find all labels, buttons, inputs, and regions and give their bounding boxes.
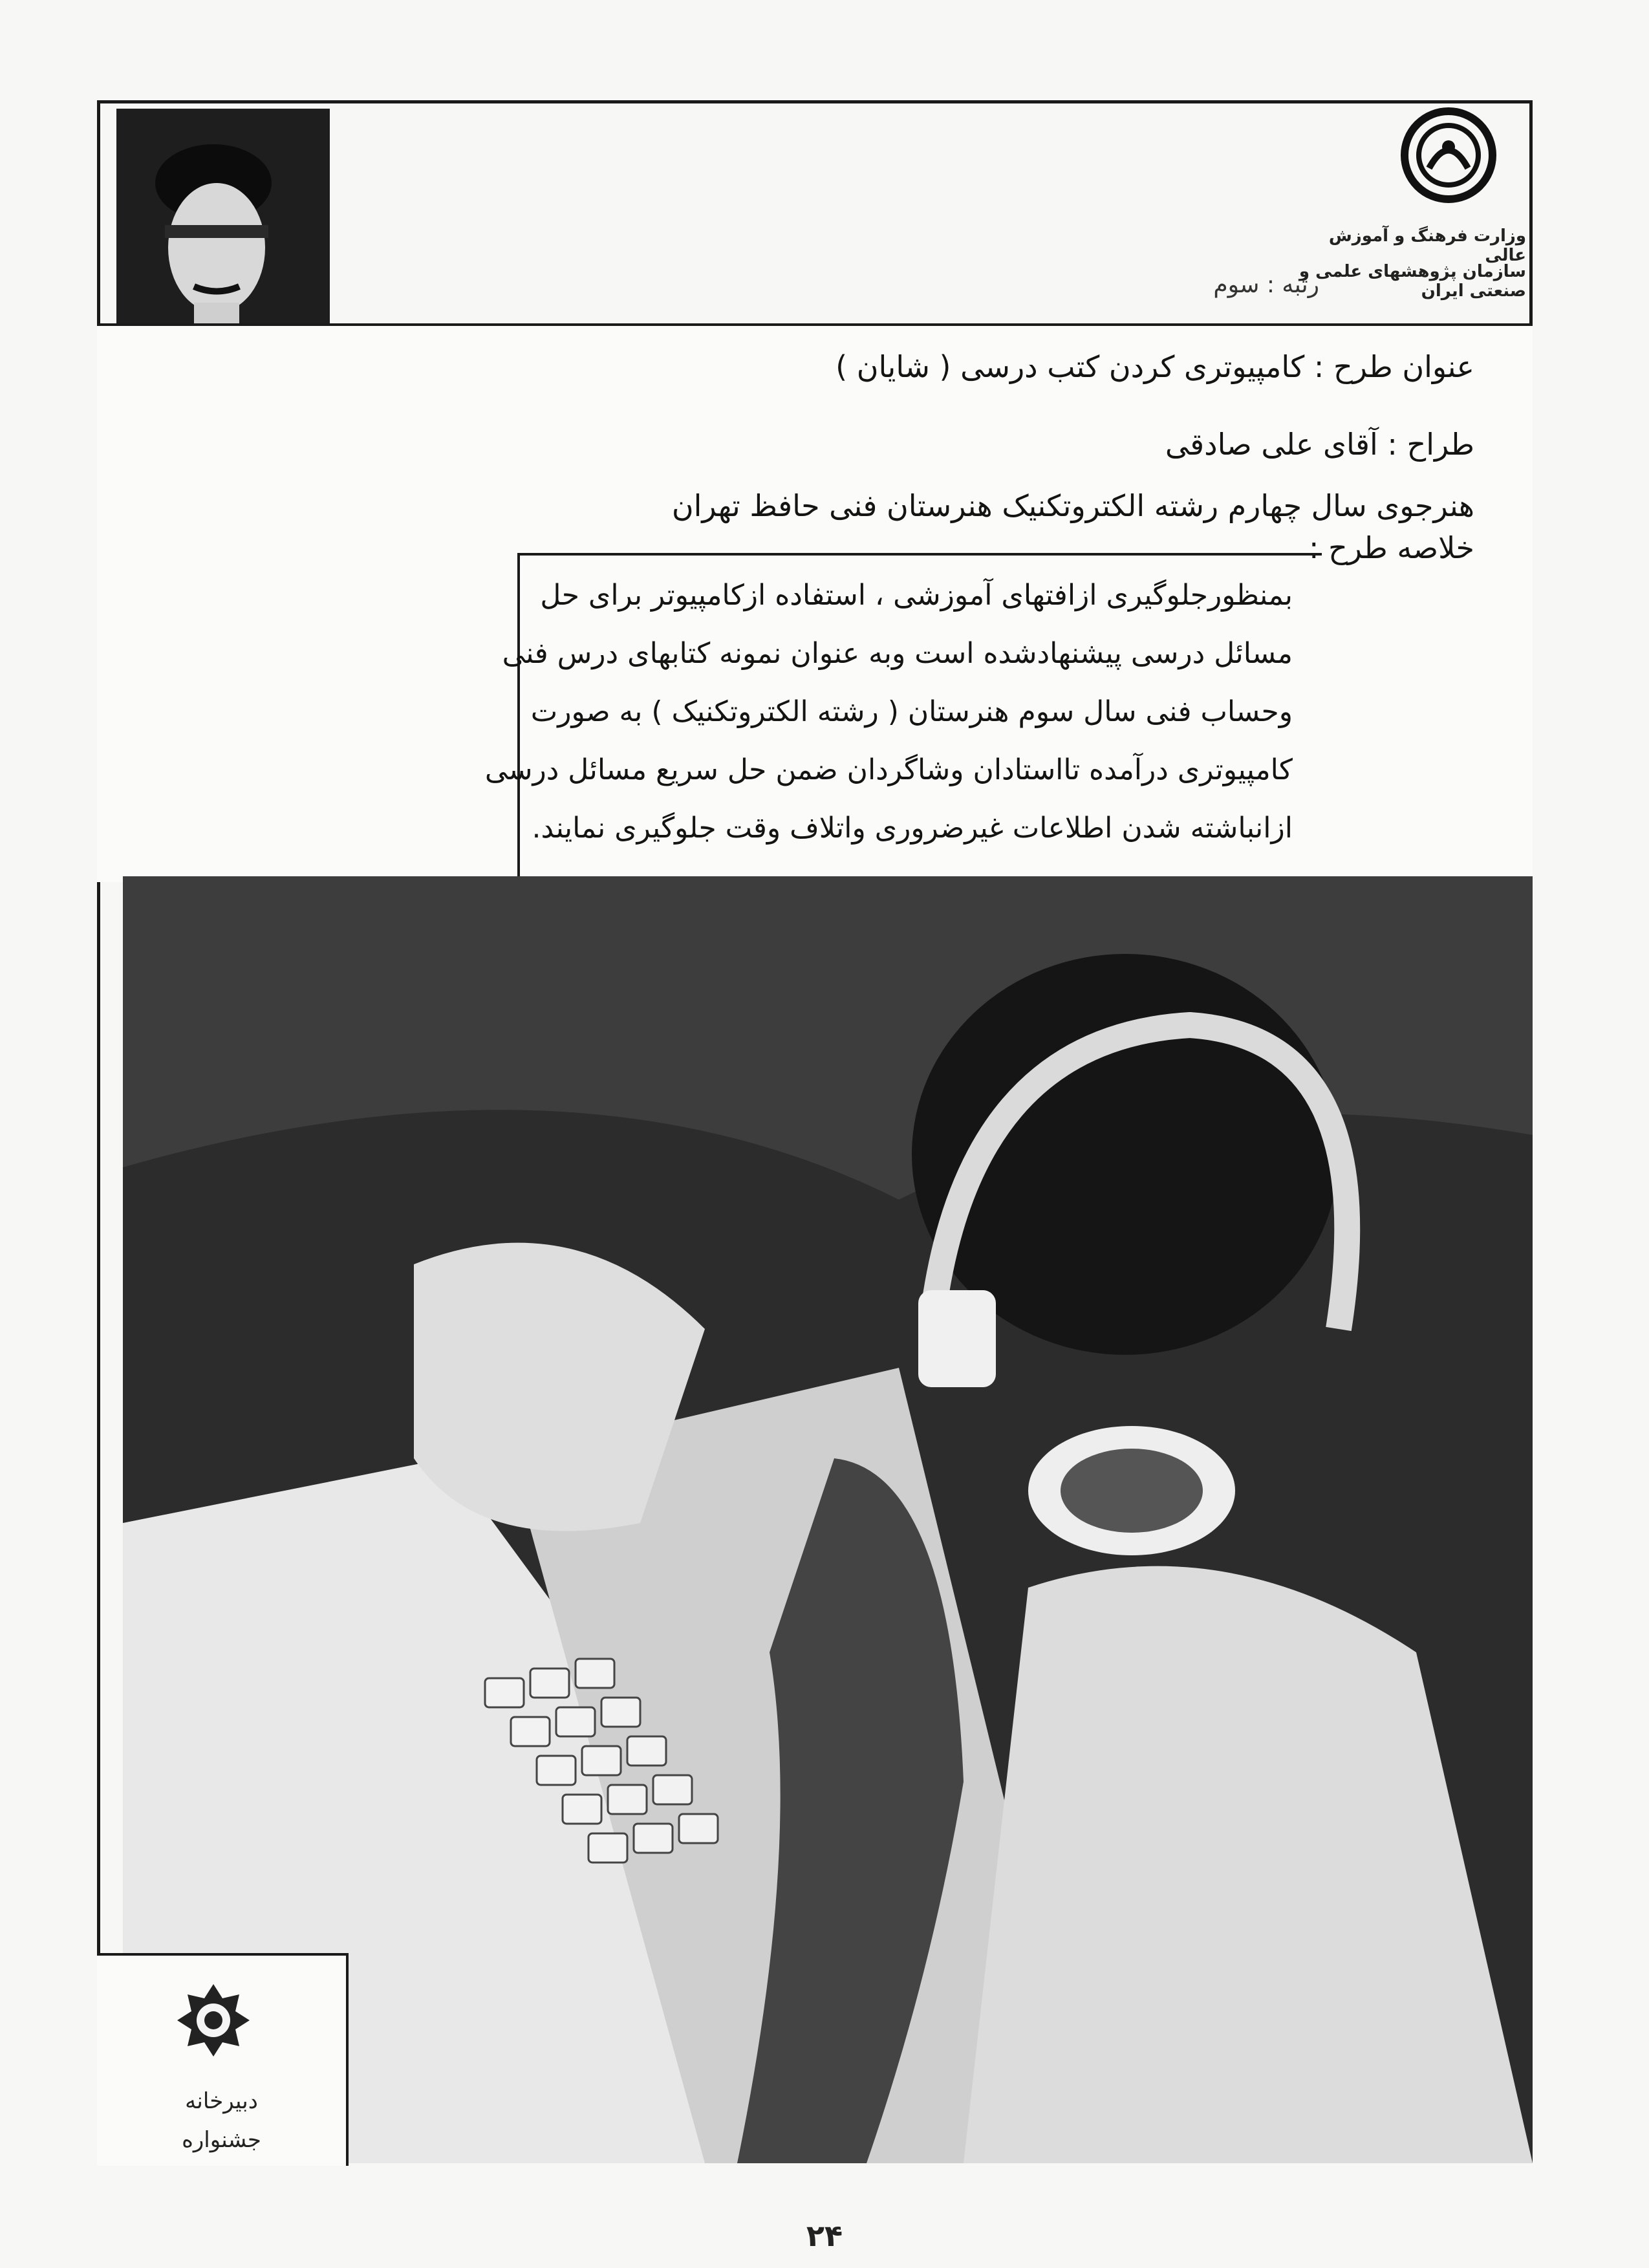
summary-line: وحساب فنی سال سوم هنرستان ( رشته الکتروتکنیک ) به صورت <box>530 695 1293 728</box>
ministry-emblem-icon <box>1400 107 1497 204</box>
rank-label: رتبه : سوم <box>1213 272 1319 298</box>
summary-heading: خلاصه طرح : <box>1308 530 1474 565</box>
festival-emblem-icon <box>175 1982 252 2059</box>
stamp-line-festival: جشنواره <box>182 2127 261 2153</box>
designer-info: هنرجوی سال چهارم رشته الکتروتکنیک هنرستان فنی حافظ تهران <box>671 488 1474 523</box>
summary-box <box>484 553 1322 879</box>
stamp-line-secretariat: دبیرخانه <box>185 2088 258 2114</box>
page-number: ۲۴ <box>806 2218 843 2253</box>
summary-line: کامپیوتری درآمده تااستادان وشاگردان ضمن حل سریع مسائل درسی <box>484 753 1293 786</box>
summary-line: ازانباشته شدن اطلاعات غیرضروری واتلاف وقت جلوگیری نمایند. <box>532 812 1293 845</box>
summary-line: مسائل درسی پیشنهادشده است وبه عنوان نمونه کتابهای درس فنی <box>502 637 1293 670</box>
festival-secretariat-stamp <box>97 1953 349 2166</box>
ministry-logo-block <box>1299 107 1526 307</box>
organization-name: سازمان پژوهشهای علمی و صنعتی ایران <box>1299 262 1526 301</box>
summary-line: بمنظورجلوگیری ازافتهای آموزشی ، استفاده ازکامپیوتر برای حل <box>540 579 1293 612</box>
ministry-name: وزارت فرهنگ و آموزش عالی <box>1328 226 1526 265</box>
project-title: عنوان طرح : کامپیوتری کردن کتب درسی ( شایان ) <box>835 349 1474 384</box>
designer-name: طراح : آقای علی صادقی <box>1165 427 1474 462</box>
